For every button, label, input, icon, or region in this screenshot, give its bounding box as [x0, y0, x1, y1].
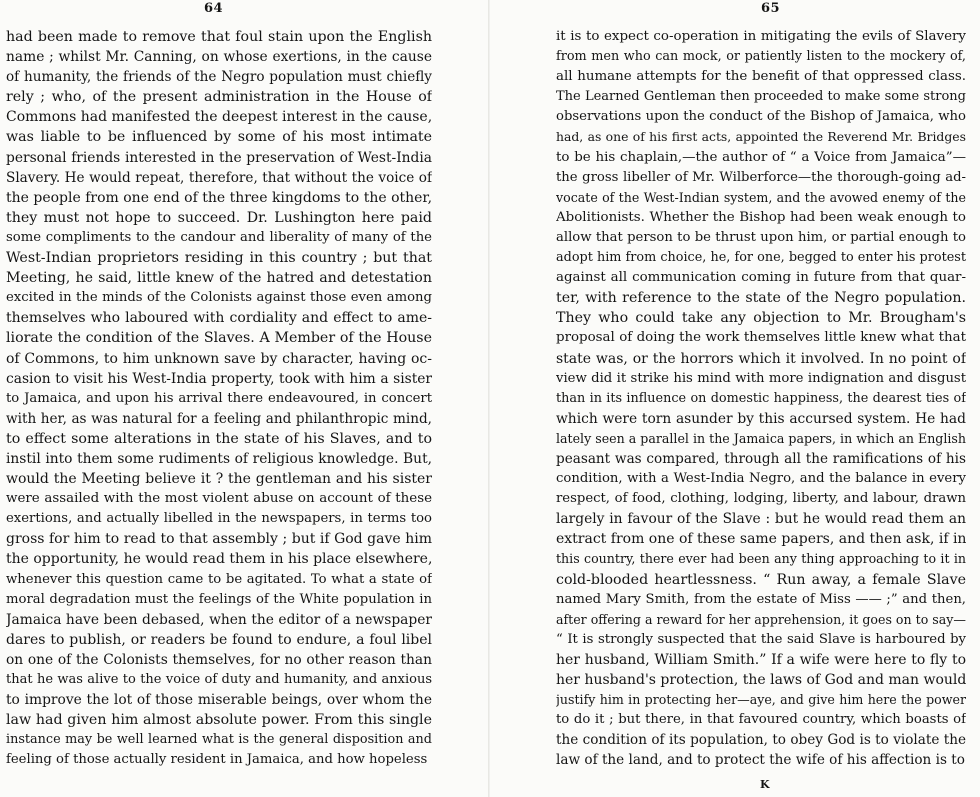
text-line: condition, with a West-India Negro, and the balance in every [556, 471, 966, 487]
text-line: casion to visit his West-India property, took with him a sister [6, 370, 432, 387]
text-line: the opportunity, he would read them in his place elsewhere, [6, 551, 432, 568]
text-line: named Mary Smith, from the estate of Miss —— ;” and then, [556, 591, 966, 607]
text-line: to be his chaplain,—the author of “ a Voice from Jamaica”— [556, 149, 966, 165]
text-line: They who could take any objection to Mr. Brougham's [556, 310, 966, 327]
text-line: the people from one end of the three kingdoms to the other, [6, 189, 432, 206]
text-line: The Learned Gentleman then proceeded to make some strong [556, 89, 966, 105]
text-line: with her, as was natural for a feeling and philanthropic mind, [6, 410, 432, 427]
page-number: 64 [204, 1, 224, 16]
text-line: Meeting, he said, little knew of the hatred and detestation [6, 270, 432, 287]
text-line: proposal of doing the work themselves little knew what that [556, 330, 966, 346]
text-line: on one of the Colonists themselves, for no other reason than [6, 651, 432, 668]
text-line: all humane attempts for the benefit of that oppressed class. [556, 69, 966, 85]
text-line: extract from one of these same papers, and then ask, if in [556, 531, 966, 548]
text-line: exertions, and actually libelled in the newspapers, in terms too [6, 511, 432, 527]
text-line: moral degradation must the feelings of the White population in [6, 591, 432, 607]
text-line: name ; whilst Mr. Canning, on whose exertions, in the cause [6, 49, 432, 66]
text-line: ter, with reference to the state of the Negro population. [556, 290, 966, 307]
text-line: respect, of food, clothing, lodging, liberty, and labour, drawn [556, 491, 966, 507]
text-line: her husband, William Smith.” If a wife were here to fly to [556, 651, 966, 668]
text-line: instance may be well learned what is the general disposition and [6, 732, 432, 748]
text-line: feeling of those actually resident in Jamaica, and how hopeless [6, 752, 428, 768]
text-line: was liable to be influenced by some of his most intimate [6, 129, 432, 146]
text-line: personal friends interested in the preservation of West-India [6, 149, 432, 166]
text-line: cold-blooded heartlessness. “ Run away, a female Slave [556, 571, 966, 588]
text-line: some compliments to the candour and liberality of many of the [6, 229, 432, 245]
text-line: from men who can mock, or patiently listen to the mockery of, [556, 49, 966, 65]
text-line: liorate the condition of the Slaves. A Member of the House [6, 330, 432, 347]
text-line: law had given him almost absolute power. From this single [6, 712, 432, 729]
text-line: West-Indian proprietors residing in this country ; but that [6, 250, 432, 267]
text-line: that he was alive to the voice of duty and humanity, and anxious [6, 672, 432, 687]
text-line: “ It is strongly suspected that the said Slave is harboured by [556, 631, 966, 647]
text-line: the gross libeller of Mr. Wilberforce—the thorough-going ad- [556, 169, 966, 185]
text-line: justify him in protecting her—aye, and give him here the power [556, 692, 966, 708]
text-line: largely in favour of the Slave : but he would read them an [556, 511, 966, 528]
text-line: to do it ; but there, in that favoured country, which boasts of [556, 712, 966, 728]
text-line: excited in the minds of the Colonists against those even among [6, 290, 432, 306]
text-line: observations upon the conduct of the Bishop of Jamaica, who [556, 109, 966, 125]
text-line: Jamaica have been debased, when the editor of a newspaper [6, 611, 432, 628]
text-line: lately seen a parallel in the Jamaica papers, in which an English [556, 430, 966, 446]
text-line: themselves who laboured with cordiality and effect to ame- [6, 310, 432, 327]
text-line: the condition of its population, to obey God is to violate the [556, 732, 966, 749]
text-line: to Jamaica, and upon his arrival there endeavoured, in concert [6, 390, 432, 406]
text-line: after offering a reward for her apprehension, it goes on to say— [556, 611, 966, 627]
signature-mark: K [760, 778, 771, 791]
text-line: they must not hope to succeed. Dr. Lushington here paid [6, 209, 432, 226]
text-line: Abolitionists. Whether the Bishop had been weak enough to [556, 209, 966, 225]
page-text [556, 27, 966, 770]
text-line: peasant was compared, through all the ramifications of his [556, 450, 966, 467]
text-line: her husband's protection, the laws of God and man would [556, 672, 966, 688]
text-line: Commons had manifested the deepest interest in the cause, [6, 109, 432, 126]
text-line: this country, there ever had been any thing approaching to it in [556, 551, 966, 567]
text-line: instil into them some rudiments of religious knowledge. But, [6, 450, 432, 467]
text-line: view did it strike his mind with more indignation and disgust [556, 370, 966, 386]
left-page [0, 0, 488, 797]
text-line: whenever this question came to be agitated. To what a state of [6, 571, 432, 587]
text-line: rely ; who, of the present administration in the House of [6, 89, 432, 106]
text-line: to improve the lot of those miserable beings, over whom the [6, 692, 432, 709]
text-line: had, as one of his first acts, appointed the Reverend Mr. Bridges [556, 129, 966, 145]
text-line: had been made to remove that foul stain upon the English [6, 29, 432, 45]
text-line: to effect some alterations in the state of his Slaves, and to [6, 430, 432, 447]
text-line: state was, or the horrors which it involved. In no point of [556, 350, 966, 367]
text-line: against all communication coming in future from that quar- [556, 270, 966, 286]
text-line: than in its influence on domestic happiness, the dearest ties of [556, 390, 966, 406]
text-line: law of the land, and to protect the wife of his affection is to [556, 752, 965, 769]
text-line: it is to expect co-operation in mitigating the evils of Slavery [556, 29, 966, 44]
text-line: were assailed with the most violent abuse on account of these [6, 491, 432, 507]
text-line: Slavery. He would repeat, therefore, that without the voice of [6, 169, 432, 186]
text-line: which were torn asunder by this accursed system. He had [556, 410, 966, 427]
page-text [6, 27, 432, 770]
text-line: of Commons, to him unknown save by character, having oc- [6, 350, 432, 367]
text-line: gross for him to read to that assembly ; but if God gave him [6, 531, 432, 548]
page-number: 65 [761, 1, 781, 16]
text-line: would the Meeting believe it ? the gentleman and his sister [6, 471, 432, 488]
text-line: vocate of the West-Indian system, and the avowed enemy of the [556, 189, 966, 205]
text-line: of humanity, the friends of the Negro population must chiefly [6, 69, 432, 86]
text-line: adopt him from choice, he, for one, begged to enter his protest [556, 250, 966, 266]
right-page [490, 0, 980, 797]
text-line: dares to publish, or readers be found to endure, a foul libel [6, 631, 432, 648]
text-line: allow that person to be thrust upon him, or partial enough to [556, 229, 966, 245]
